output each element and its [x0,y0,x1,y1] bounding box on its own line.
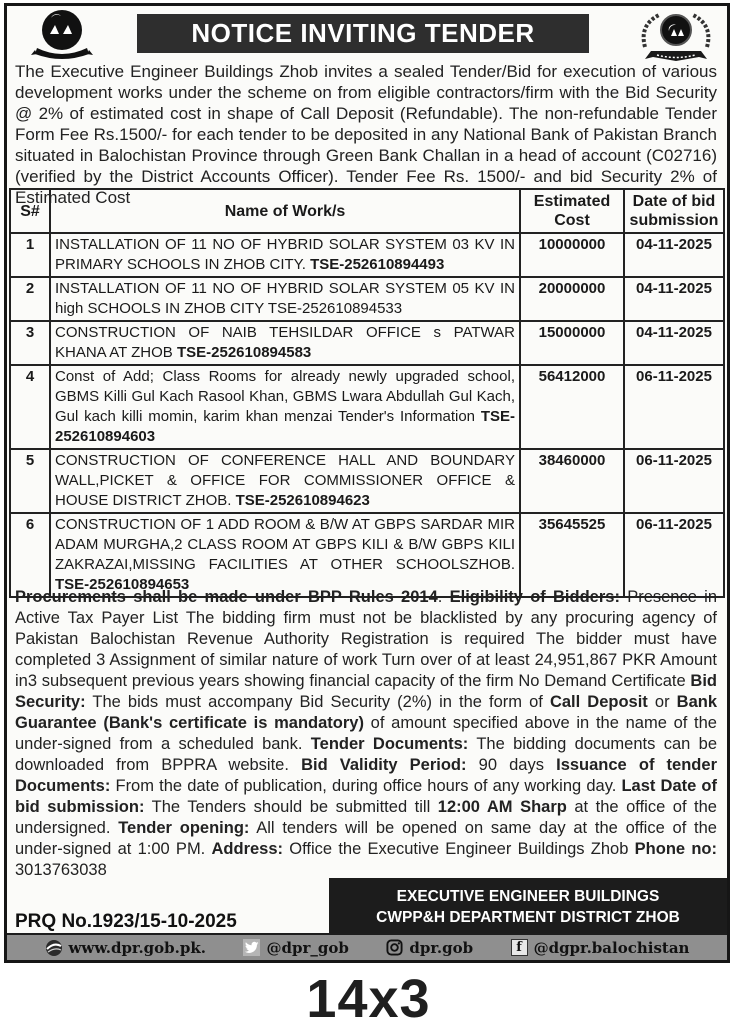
work-name-cell [50,365,520,449]
notice-title-bar [137,14,589,53]
bid-date-cell: 06-11-2025 [624,449,724,513]
table-row [10,321,724,365]
serial-cell: 3 [10,321,50,365]
terms-segment: or [647,693,677,711]
balochistan-crest-logo [17,8,107,64]
instagram-item [386,939,473,957]
column-header-work-name: Name of Work/s [50,189,520,233]
estimated-cost-cell: 20000000 [520,277,624,321]
signature-line-department: CWPP&H DEPARTMENT DISTRICT ZHOB [376,909,680,926]
terms-segment: The bids must accompany Bid Security (2%) in the form of [85,693,550,711]
estimated-cost-cell: 56412000 [520,365,624,449]
bid-date-cell: 06-11-2025 [624,513,724,597]
work-name-segment: TSE-252610894603 [55,408,515,445]
twitter-label: @dpr_gob [266,938,349,957]
work-name-segment: TSE-252610894623 [235,492,370,509]
work-name-segment: INSTALLATION OF 11 NO OF HYBRID SOLAR SYSTEM 05 KV IN high SCHOOLS IN ZHOB CITY TSE-252610894533 [55,280,515,317]
signature-line-office: EXECUTIVE ENGINEER BUILDINGS [396,888,660,905]
table-row [10,277,724,321]
serial-cell: 2 [10,277,50,321]
ad-size-marker: 14x3 [306,969,431,1029]
column-header-serial: S# [10,189,50,233]
work-name-cell [50,513,520,597]
terms-segment: The Tenders should be submitted till [144,798,438,816]
estimated-cost-cell: 10000000 [520,233,624,277]
terms-segment: 3013763038 [15,861,107,879]
bid-date-cell: 04-11-2025 [624,233,724,277]
column-header-bid-date: Date of bid submission [624,189,724,233]
terms-segment: Eligibility of Bidders: [449,588,620,606]
terms-segment: Bank Guarantee (Bank's certificate is mandatory) [15,693,718,732]
work-name-cell [50,321,520,365]
website-label: www.dpr.gob.pk. [68,938,206,957]
work-name-segment: Const of Add; Class Rooms for already newly upgraded school, GBMS Killi Gul Kach Rasool Khan, GBMS Lwara Abdullah Gul Kach, Gul kach killi momin, karim khan menzai Tender's Information [55,368,515,425]
work-name-cell [50,449,520,513]
terms-segment: of amount specified above in the name of the under-signed from a scheduled bank. [15,714,717,753]
work-name-segment: TSE-252610894493 [310,256,445,273]
dgpr-social-bar [7,933,727,960]
estimated-cost-cell: 35645525 [520,513,624,597]
terms-segment: Last Date of bid submission: [15,777,718,816]
work-name-segment: CONSTRUCTION OF CONFERENCE HALL AND BOUNDARY WALL,PICKET & OFFICE FOR COMMISSIONER OFFICE & HOUSE DISTRICT ZHOB. [55,452,515,509]
table-row [10,365,724,449]
facebook-icon: f [511,939,528,956]
works-table [9,188,725,598]
terms-segment: Tender opening: [118,819,250,837]
work-name-segment: INSTALLATION OF 11 NO OF HYBRID SOLAR SYSTEM 03 KV IN PRIMARY SCHOOLS IN ZHOB CITY. [55,236,515,273]
department-crest-logo [629,7,723,69]
work-name-segment: TSE-252610894653 [55,576,190,593]
work-name-segment: CONSTRUCTION OF NAIB TEHSILDAR OFFICE s PATWAR KHANA AT ZHOB [55,324,515,361]
terms-segment: Call Deposit [549,693,648,711]
work-name-segment: CONSTRUCTION OF 1 ADD ROOM & B/W AT GBPS SARDAR MIR ADAM MURGHA,2 CLASS ROOM AT GBPS KILI & B/W GBPS KILI ZAKRAZAI,MISSING FACILITIES AT OTHER SCHOOLSZHOB. [55,516,515,573]
terms-segment: The bidding documents can be downloaded from BPPRA website. [15,735,718,774]
terms-segment: Office the Executive Engineer Buildings Zhob [283,840,635,858]
table-header-row [10,189,724,233]
tender-notice [4,3,730,963]
terms-segment: at the office of the undersigned. [15,798,717,837]
facebook-label: @dgpr.balochistan [533,938,690,957]
table-row [10,449,724,513]
serial-cell: 1 [10,233,50,277]
globe-icon [45,939,63,957]
terms-segment: Procurements shall be made under BPP Rules 2014 [15,588,438,606]
terms-segment: From the date of publication, during office hours of any working day. [110,777,622,795]
signature-box [329,878,727,936]
work-table-body [10,233,724,597]
column-header-estimated-cost: Estimated Cost [520,189,624,233]
serial-cell: 4 [10,365,50,449]
terms-segment: Presence in Active Tax Payer List The bidding firm must not be blacklisted by any procuring agency of Pakistan Balochistan Revenue Authority Registration is required The bidder must have completed 3 Assignment of similar nature of work Turn over of at least 24,951,867 PKR Amount in3 subsequent previous years showing financial capacity of the firm No Demand Certificate [15,588,718,690]
table-row [10,513,724,597]
estimated-cost-cell: 38460000 [520,449,624,513]
terms-segment: Phone no: [634,840,717,858]
instagram-label: dpr.gob [409,938,474,957]
serial-cell: 5 [10,449,50,513]
terms-segment: . [437,588,450,606]
terms-segment: Bid Validity Period: [301,756,467,774]
serial-cell: 6 [10,513,50,597]
bid-date-cell: 04-11-2025 [624,321,724,365]
intro-paragraph: The Executive Engineer Buildings Zhob invites a sealed Tender/Bid for execution of various development works under the scheme on from eligible contractors/firm with the Bid Security @ 2% of estimated cost in shape of Call Deposit (Refundable). The non-refundable Tender Form Fee Rs.1500/- for each tender to be deposited in any National Bank of Pakistan Branch situated in Balochistan Province through Green Bank Challan in a head of account (C02716) (verified by the District Accounts Officer). Tender Fee Rs. 1500/- and bid Security 2% of Estimated Cost [15,62,717,207]
work-name-cell [50,233,520,277]
work-name-cell [50,277,520,321]
terms-segment: Address: [211,840,284,858]
table-row [10,233,724,277]
terms-paragraph [9,587,723,881]
website-item [45,939,206,957]
terms-segment: All tenders will be opened on same day at the office of the under-signed at 1:00 PM. [15,819,717,858]
terms-segment: Issuance of tender Documents: [15,756,717,795]
terms-segment: 12:00 AM Sharp [437,798,567,816]
prq-reference: PRQ No.1923/15-10-2025 [15,911,237,932]
work-name-segment: TSE-252610894583 [176,344,312,361]
terms-segment: 90 days [466,756,557,774]
page-title: NOTICE INVITING TENDER [191,18,535,48]
twitter-icon [243,939,260,956]
facebook-item [511,939,690,957]
bid-date-cell: 06-11-2025 [624,365,724,449]
instagram-icon [386,939,403,956]
estimated-cost-cell: 15000000 [520,321,624,365]
terms-segment: Bid Security: [15,672,717,711]
terms-segment: Tender Documents: [310,735,469,753]
bid-date-cell: 04-11-2025 [624,277,724,321]
twitter-item [243,939,348,957]
